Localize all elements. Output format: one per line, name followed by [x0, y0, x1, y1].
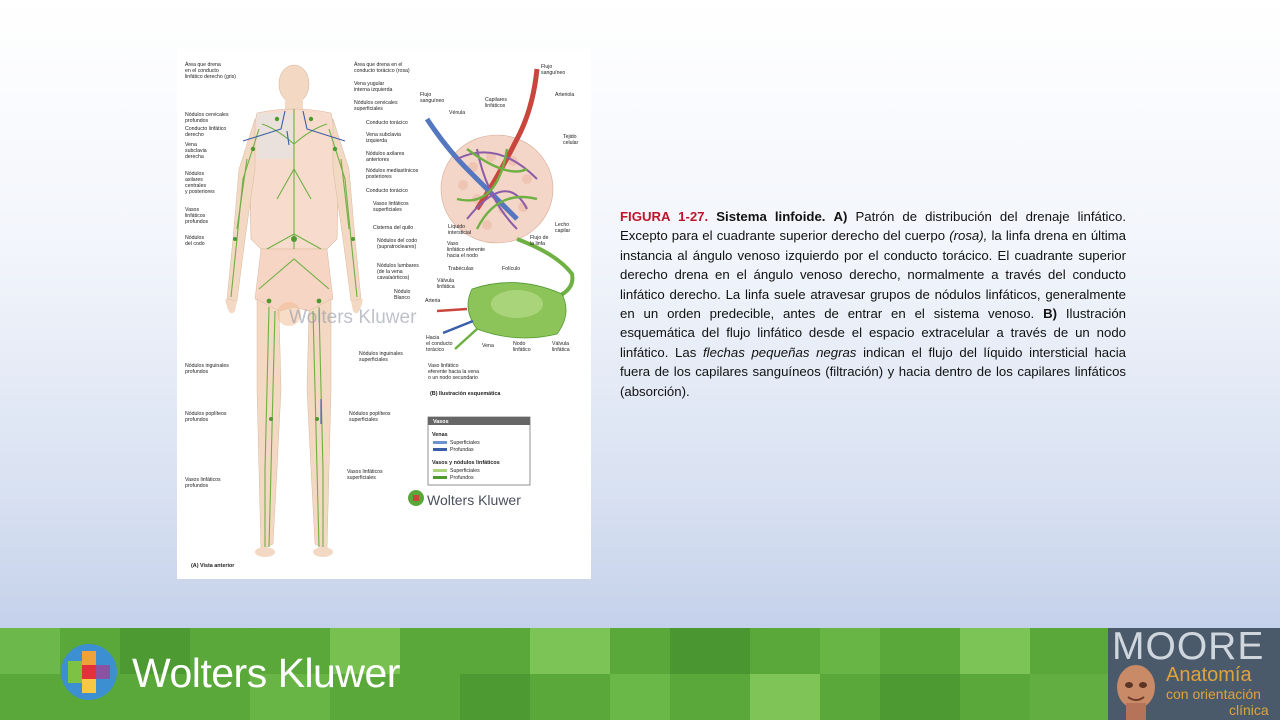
label: Vena: [482, 343, 494, 349]
figure-illustration: [177, 49, 591, 579]
label: Vaso linfático: [428, 363, 459, 369]
label: Capilares: [485, 97, 507, 103]
label: Hacia: [426, 335, 440, 341]
label: torácico: [426, 347, 445, 353]
caption-part-b: B): [1043, 306, 1058, 322]
label: linfática: [437, 284, 455, 290]
label: Vaso: [447, 241, 459, 247]
label: Válvula: [437, 278, 455, 284]
label: Área que drena: [185, 62, 221, 68]
label: anteriores: [366, 157, 390, 163]
label: Nódulos poplíteos: [349, 411, 391, 417]
label: Conducto torácico: [366, 188, 408, 194]
label: axilares: [185, 177, 203, 183]
book-subtitle: Anatomía: [1166, 664, 1252, 686]
label: derecho: [185, 132, 204, 138]
label: eferente hacia la vena: [428, 369, 480, 375]
label: linfáticos: [485, 103, 506, 109]
legend-item: Superficiales: [450, 468, 480, 474]
label: Conducto torácico: [366, 120, 408, 126]
label: Nódulos: [185, 235, 205, 241]
label: superficiales: [373, 207, 402, 213]
watermark: Wolters Kluwer: [289, 307, 417, 328]
figure-logo-text: Wolters Kluwer: [427, 492, 521, 508]
label: Vena subclavia: [366, 132, 401, 138]
label: izquierda: [366, 138, 388, 144]
label: la linfa: [530, 241, 545, 247]
book-tagline: clínica: [1229, 702, 1269, 718]
label: capilar: [555, 228, 571, 234]
label: sanguíneo: [541, 70, 566, 76]
panel-b-label: (B) Ilustración esquemática: [430, 391, 501, 397]
caption-text: Patrón de distribución del drenaje linfático. Excepto para el cuadrante superior derecho del cuerpo: [620, 209, 1126, 244]
label: Nódulos inguinales: [359, 351, 403, 357]
legend-title: Vasos: [433, 419, 449, 425]
label: Nódulos cervicales: [185, 112, 229, 118]
label: subclavia: [185, 148, 207, 154]
anatomy-head-icon: [1112, 663, 1160, 720]
label: Nódulos: [185, 171, 205, 177]
labels-left: [185, 61, 236, 489]
label: Válvula: [552, 341, 570, 347]
label: Nódulos del codo: [377, 238, 418, 244]
label: Nodo: [513, 341, 526, 347]
label: Vasos: [185, 207, 200, 213]
label: Nódulos lumbares: [377, 263, 419, 269]
label: linfático: [513, 347, 531, 353]
label: Arteriola: [555, 92, 575, 98]
legend-item: Profundos: [450, 475, 474, 481]
legend-item: Superficiales: [450, 440, 480, 446]
panel-a-label: (A) Vista anterior: [191, 563, 235, 569]
label: linfática: [552, 347, 570, 353]
legend-box: [428, 417, 530, 485]
book-title: MOORE: [1112, 625, 1265, 668]
label: cava/aórticos): [377, 275, 410, 281]
caption-part-a: A): [833, 209, 848, 224]
label: superficiales: [349, 417, 378, 423]
label: Conducto linfático: [185, 126, 227, 132]
label: Vena: [185, 142, 197, 148]
label: Tejido: [563, 134, 577, 140]
label: conducto torácico (rosa): [354, 68, 410, 74]
label: profundos: [185, 369, 209, 375]
figure-caption: [620, 207, 1126, 401]
label: (de la vena: [377, 269, 403, 275]
caption-text: Ilustración esquemática del flujo linfático desde el espacio extracelular a través de un nodo linfático. Las: [620, 306, 1126, 360]
label: profundos: [185, 417, 209, 423]
label: Blanco: [394, 295, 410, 301]
label: Nódulos axilares: [366, 151, 405, 157]
label: Trabéculas: [448, 266, 474, 272]
label: o un nodo secundario: [428, 375, 478, 381]
label: en el conducto: [185, 68, 219, 74]
label: Vasos linfáticos: [373, 201, 409, 207]
label: Lecho: [555, 222, 570, 228]
label: Flujo: [420, 92, 432, 98]
label: el conducto: [426, 341, 453, 347]
legend-linf-heading: Vasos y nódulos linfáticos: [432, 460, 500, 466]
label: Nódulos cervicales: [354, 100, 398, 106]
caption-italic: (rosa),: [949, 228, 988, 244]
label: Folículo: [502, 266, 521, 272]
label: interna izquierda: [354, 87, 393, 93]
caption-text: la linfa drena en última instancia al ángulo venoso izquierdo por el conducto torácico. El cuadrante superior derecho drena en el ángulo venoso derecho, normalmente a través del conducto linfático derecho. La linfa suele atravesar grupos de nódulos linfáticos, generalmente en un orden predecible, antes de entrar en el sistema venoso.: [620, 228, 1127, 322]
label: linfático derecho (gris): [185, 74, 237, 80]
legend-venas-heading: Venas: [432, 432, 448, 438]
label: Flujo: [541, 64, 553, 70]
label: profundos: [185, 219, 209, 225]
label: profundos: [185, 118, 209, 124]
wolters-kluwer-logo-icon: [60, 643, 118, 701]
label: Arteria: [425, 298, 441, 304]
label: Nódulos mediastínicos: [366, 168, 419, 174]
label: posteriores: [366, 174, 392, 180]
label: Nódulo: [394, 289, 411, 295]
label: Nódulos inguinales: [185, 363, 229, 369]
label: Cisterna del quilo: [373, 225, 414, 231]
label: Vasos linfáticos: [185, 477, 221, 483]
label: Área que drena en el: [354, 62, 403, 68]
caption-figure-number: FIGURA 1-27.: [620, 209, 709, 224]
label: centrales: [185, 183, 207, 189]
label: linfático eferente: [447, 247, 486, 253]
label: superficiales: [359, 357, 388, 363]
lymphatic-system-figure: [177, 49, 591, 579]
label: hacia el nodo: [447, 253, 478, 259]
label: profundos: [185, 483, 209, 489]
label: Flujo de: [530, 235, 549, 241]
label: sanguíneo: [420, 98, 445, 104]
book-tagline: con orientación: [1166, 686, 1261, 702]
label: Vena yugular: [354, 81, 385, 87]
label: intersticial: [448, 230, 472, 236]
label: y posteriores: [185, 189, 215, 195]
label: linfáticos: [185, 213, 206, 219]
caption-text: indican el flujo del líquido intersticial hacia fuera de los capilares sanguíneos (filtración) y hacia dentro de los capilares linfáticos (absorción).: [620, 344, 1126, 399]
label: del codo: [185, 241, 205, 247]
publisher-name: Wolters Kluwer: [132, 650, 400, 696]
label: (supratrocleares): [377, 244, 417, 250]
label: Vasos linfáticos: [347, 469, 383, 475]
caption-italic: flechas pequeñas negras: [703, 344, 857, 360]
legend-item: Profundas: [450, 447, 474, 453]
label: superficiales: [347, 475, 376, 481]
label: Líquido: [448, 224, 466, 230]
label: Vénula: [449, 110, 466, 116]
caption-title: Sistema linfoide.: [716, 209, 826, 224]
label: derecha: [185, 154, 204, 160]
label: superficiales: [354, 106, 383, 112]
label: Nódulos poplíteos: [185, 411, 227, 417]
label: celular: [563, 140, 579, 146]
